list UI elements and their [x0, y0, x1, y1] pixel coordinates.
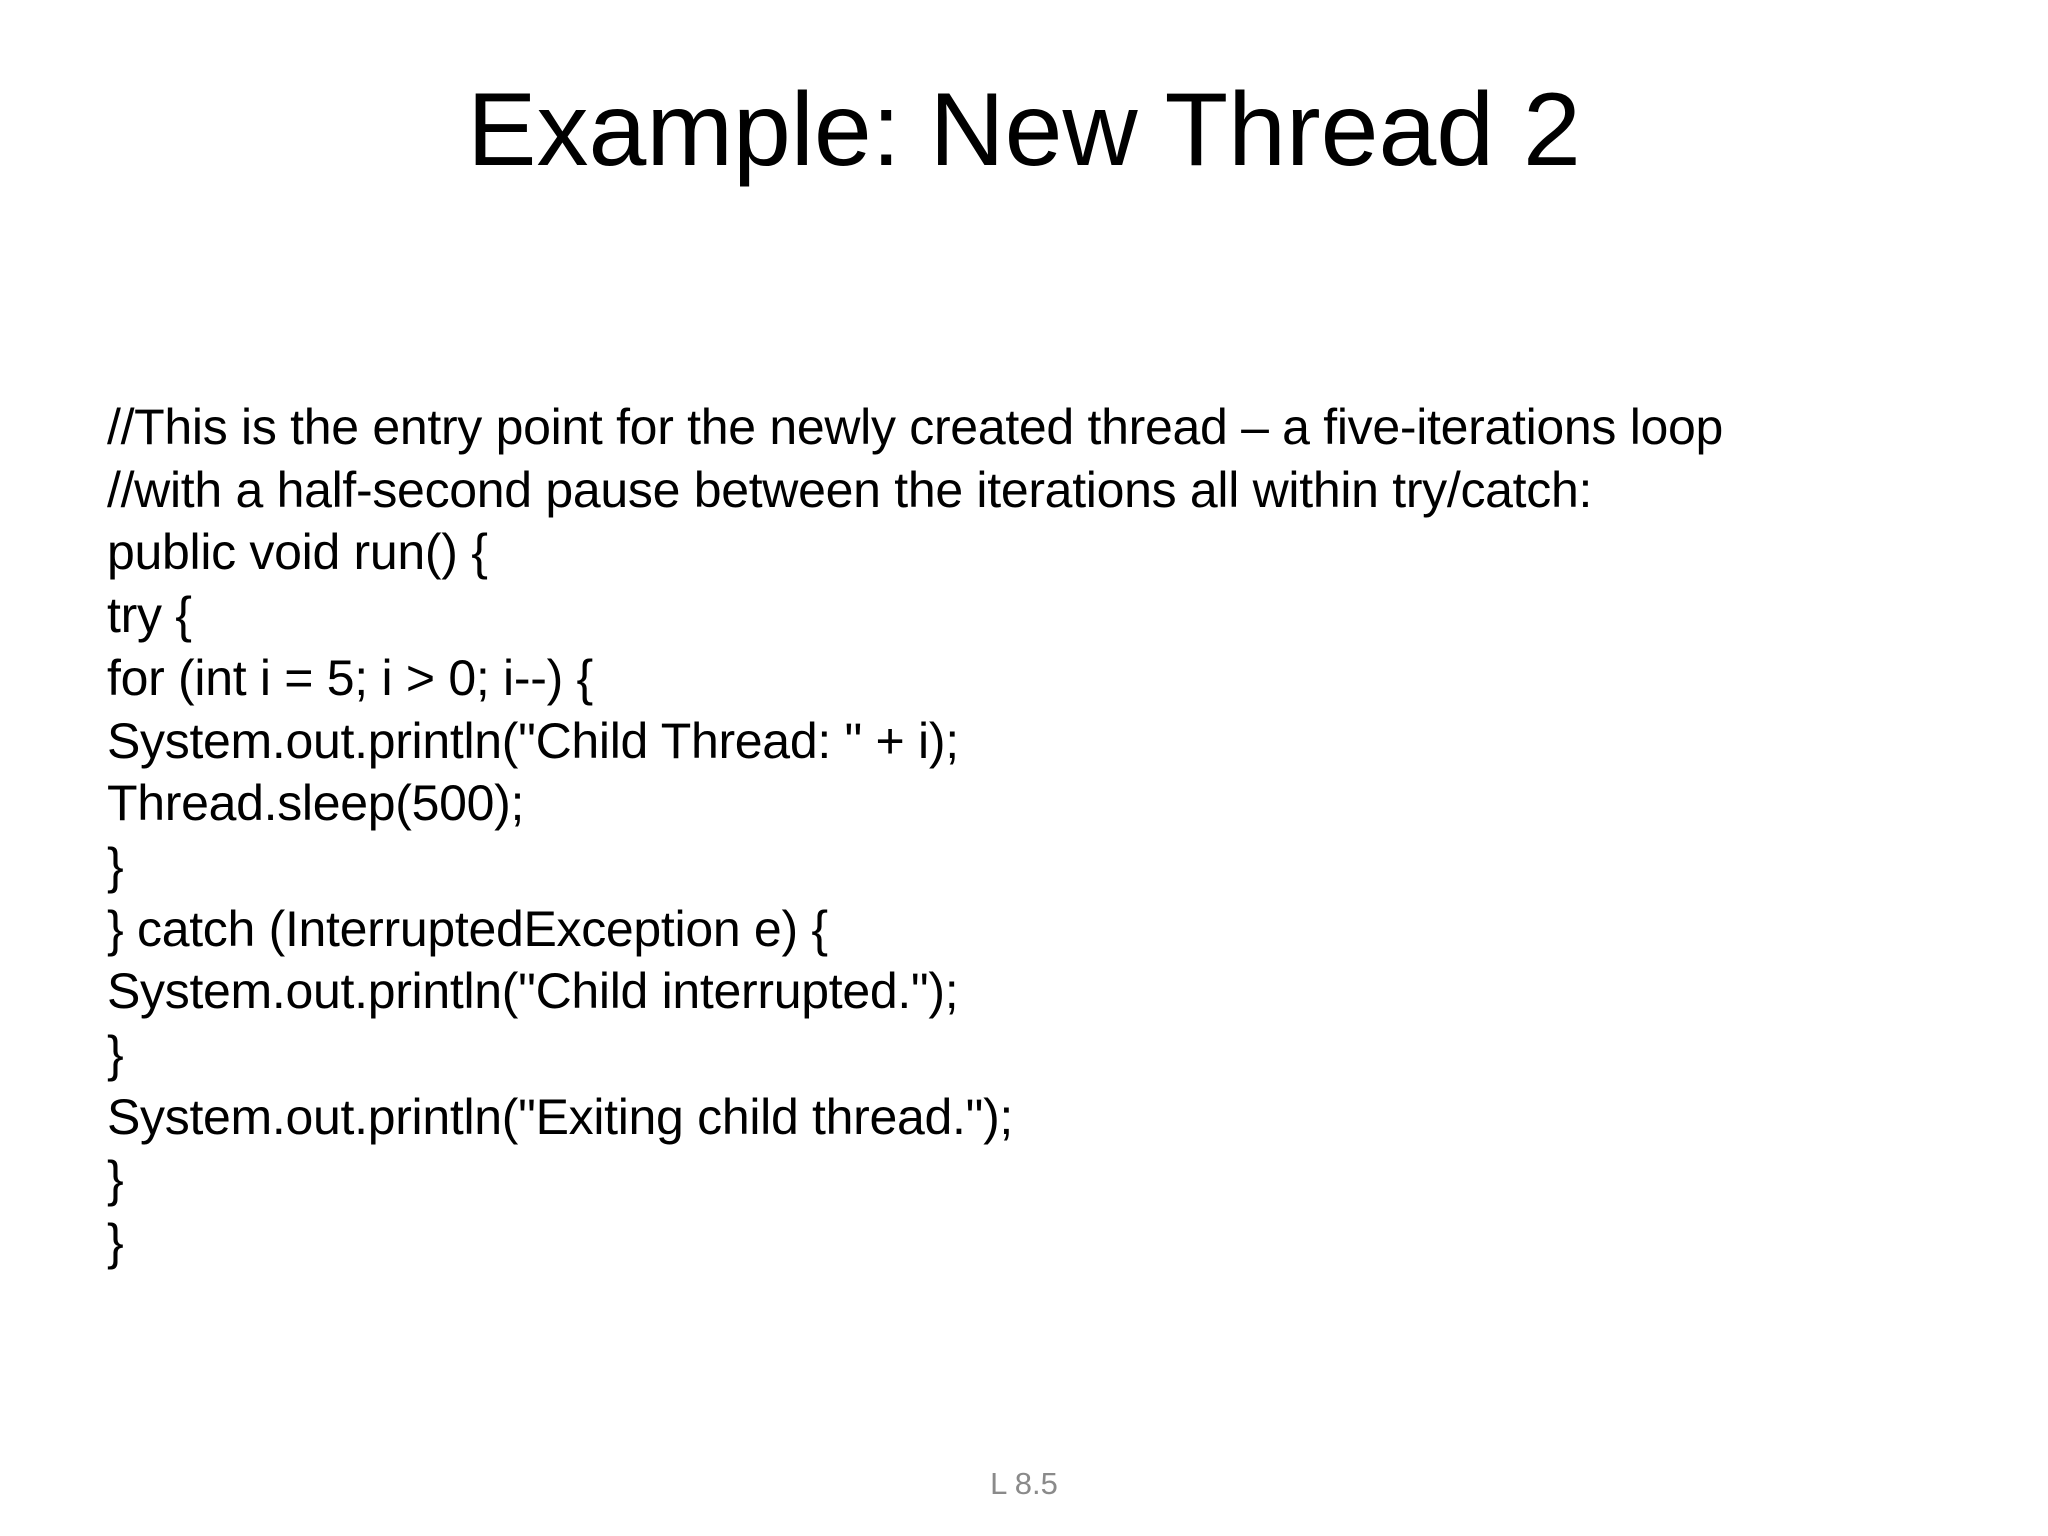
code-line: public void run() {	[107, 524, 488, 581]
code-line: for (int i = 5; i > 0; i--) {	[107, 649, 593, 706]
code-line: }	[107, 1151, 124, 1208]
code-line: Thread.sleep(500);	[107, 775, 525, 832]
code-line: }	[107, 1026, 124, 1083]
slide-title: Example: New Thread 2	[467, 72, 1581, 188]
code-line: try {	[107, 587, 192, 644]
code-line: }	[107, 1214, 124, 1271]
slide-number: L 8.5	[990, 1466, 1058, 1501]
code-block	[107, 396, 1987, 1274]
code-line: System.out.println("Exiting child thread.");	[107, 1088, 1014, 1145]
code-line: } catch (InterruptedException e) {	[107, 900, 828, 957]
code-line: System.out.println("Child Thread: " + i);	[107, 712, 959, 769]
code-line: System.out.println("Child interrupted.");	[107, 963, 959, 1020]
code-line: //with a half-second pause between the iterations all within try/catch:	[107, 461, 1593, 518]
code-line: }	[107, 837, 124, 894]
code-line: //This is the entry point for the newly created thread – a five-iterations loop	[107, 399, 1724, 455]
